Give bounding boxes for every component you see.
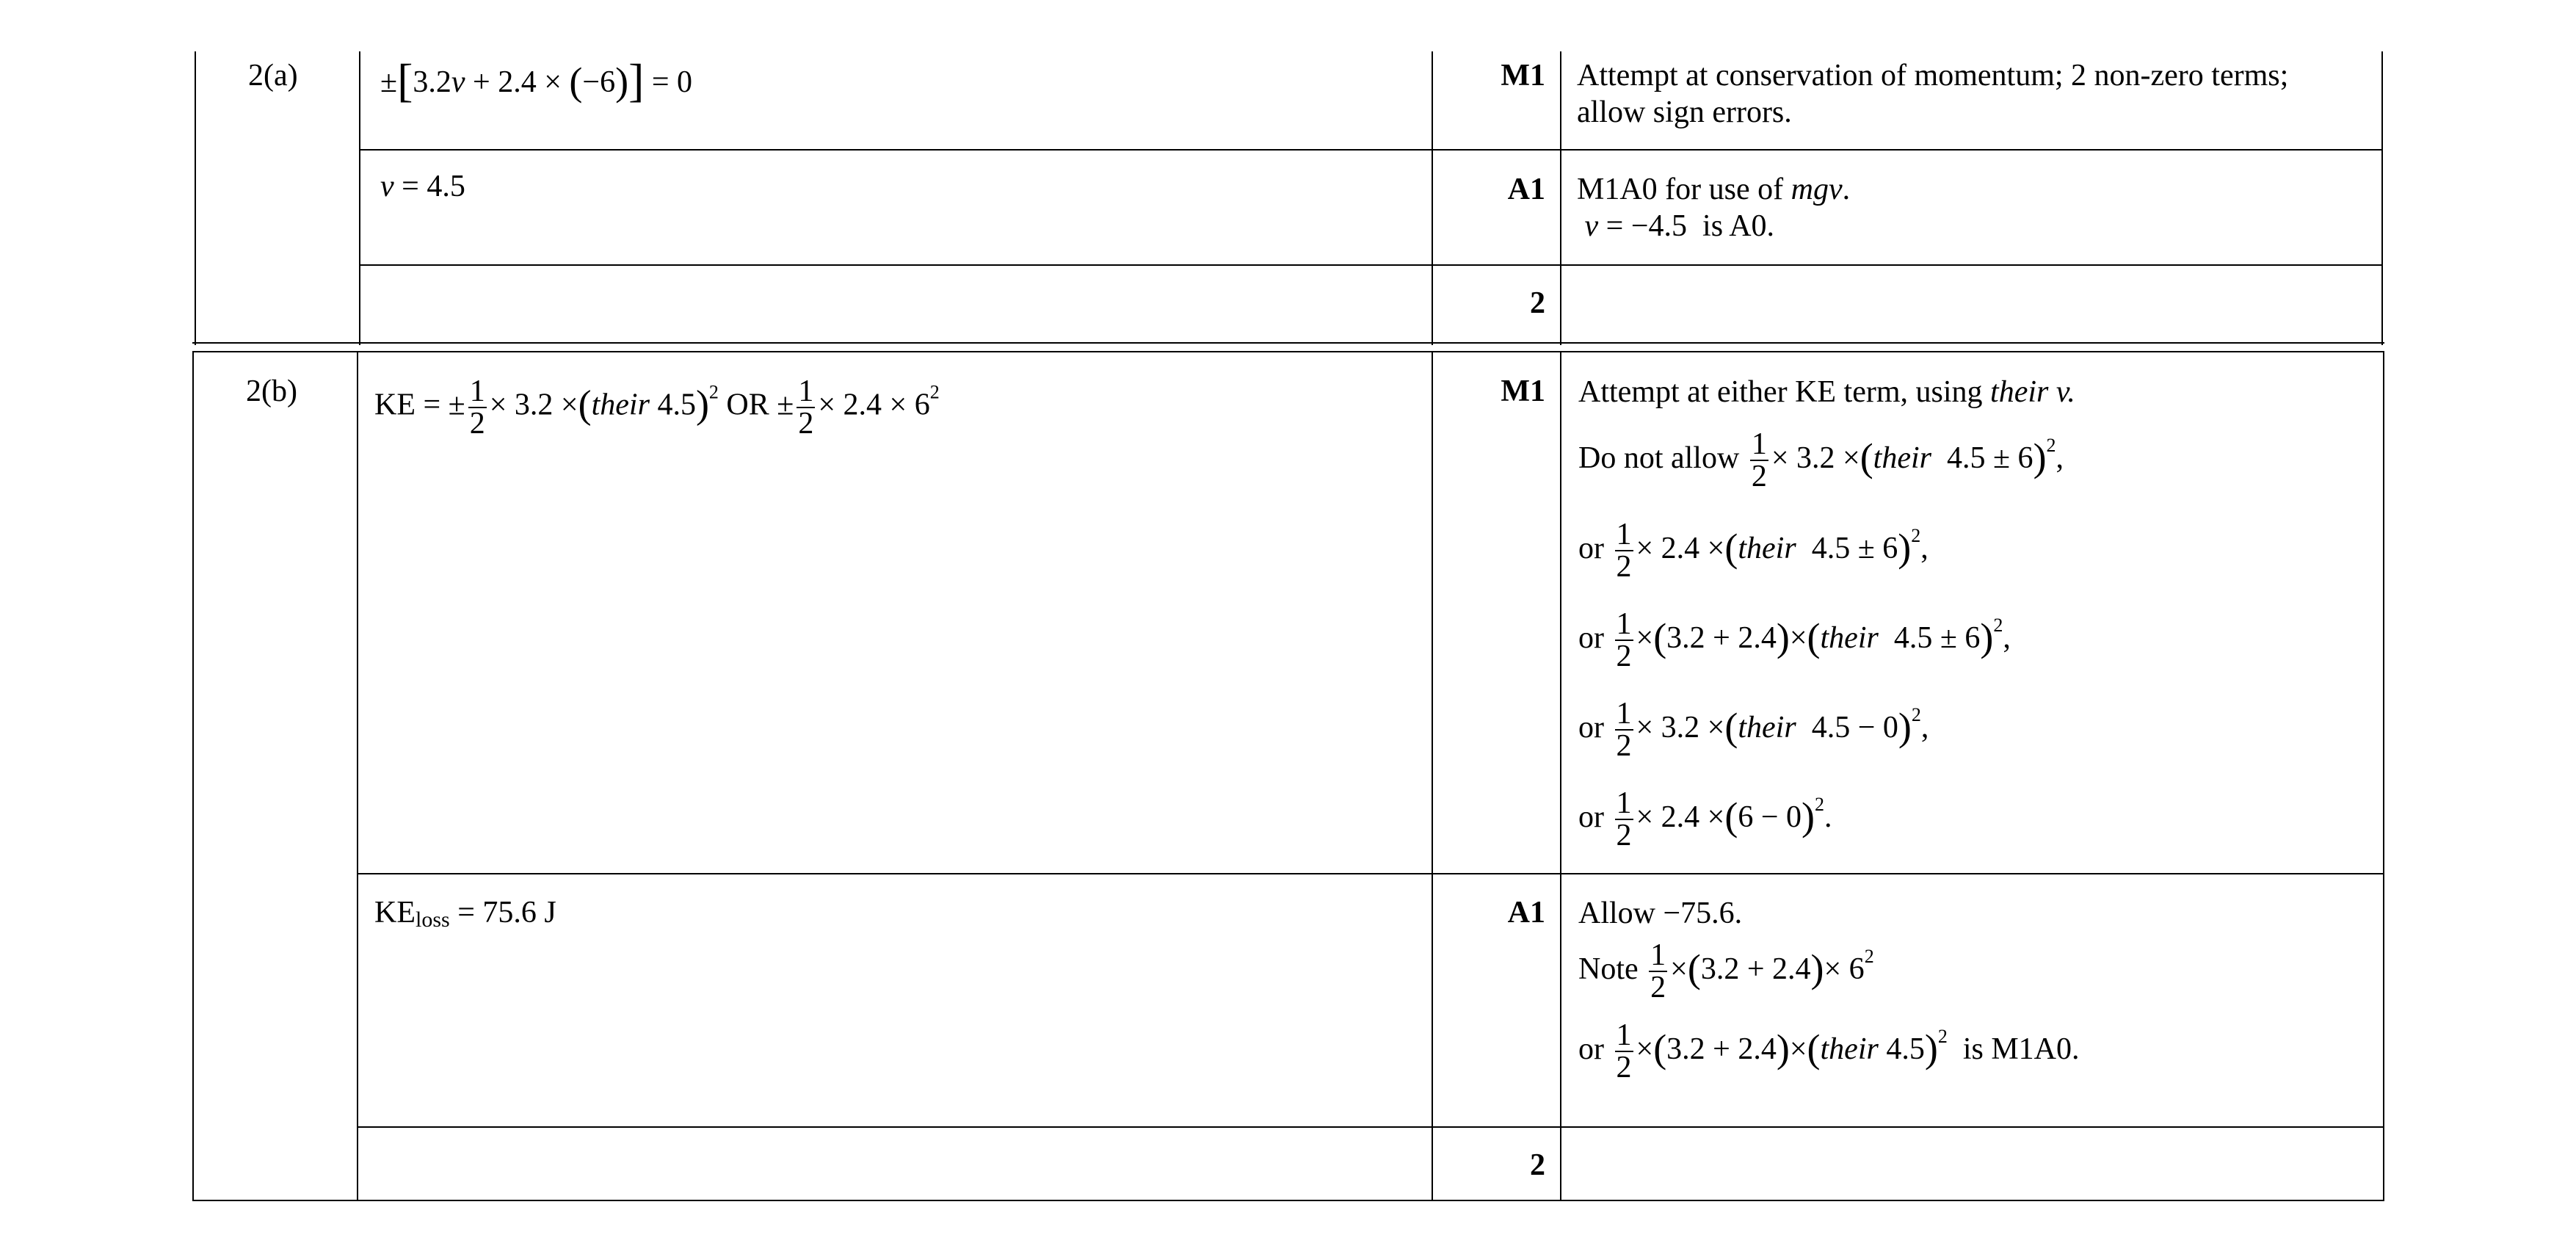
guidance-line: Do not allow $\frac{1}{2}$ × 3.2 ×(their 4.5 ± 6)$^2$, <box>1578 427 2064 494</box>
mark-m1-2b: M1 <box>1501 374 1545 408</box>
border-q2b-left <box>192 351 194 1201</box>
fraction-half: $\frac{1}{2}$ <box>798 374 814 441</box>
fraction-half: $\frac{1}{2}$ <box>469 374 485 441</box>
guidance-2a-row1: Attempt at conservation of momentum; 2 non-zero terms; allow sign errors. <box>1577 59 2289 130</box>
guidance-line: Allow −75.6. <box>1578 896 1743 930</box>
border-q2b-top <box>192 351 2384 352</box>
mark-a1-2b: A1 <box>1507 896 1545 930</box>
border-q2a-right <box>2381 51 2383 345</box>
guidance-line: or $\frac{1}{2}$ × 2.4 ×(their 4.5 ± 6)$^2$, <box>1578 518 1929 584</box>
guidance-line: or $\frac{1}{2}$ × $2.4 \times(6 - 0)^2$. <box>1578 786 1832 853</box>
border-q2b-right <box>2383 351 2384 1201</box>
divider-q2a-row1 <box>359 149 2383 151</box>
working-ke-loss: $KE_{loss} = 75.6$ J <box>374 896 556 932</box>
border-q2a-col2 <box>1432 51 1433 345</box>
border-q2a-col3 <box>1560 51 1561 345</box>
guidance-line: or $\frac{1}{2}$ ×(3.2 + 2.4)×(their 4.5)$^2$ is M1A0. <box>1578 1018 2080 1085</box>
guidance-line: or $\frac{1}{2}$ × 3.2 ×(their 4.5 − 0)$^2$, <box>1578 697 1929 764</box>
mark-m1-2a: M1 <box>1501 59 1545 93</box>
divider-q2b-row2 <box>357 1126 2384 1128</box>
divider-q2b-row1 <box>357 873 2384 874</box>
working-momentum-equation: ±[3.2v + 2.4 × (−6)] = 0 <box>380 54 693 106</box>
working-velocity: v = 4.5 <box>380 170 465 203</box>
border-q2a-left <box>195 51 196 345</box>
working-ke-terms: KE = ± $\frac{1}{2}$ × 3.2 ×(their 4.5)$^2$ OR ± $\frac{1}{2}$ × $2.4 \times 6^2$ <box>374 374 940 441</box>
mark-a1-2a: A1 <box>1507 173 1545 206</box>
border-q2a-bottom <box>192 342 2384 344</box>
border-q2b-col3 <box>1560 351 1561 1201</box>
border-q2b-bottom <box>192 1200 2384 1201</box>
border-q2b-col2 <box>1432 351 1433 1201</box>
guidance-line: or $\frac{1}{2}$ ×(3.2 + 2.4)×(their 4.5 ± 6)$^2$, <box>1578 607 2011 674</box>
question-label-2a: 2(a) <box>248 59 298 93</box>
total-2a: 2 <box>1530 286 1545 320</box>
guidance-line: Note $\frac{1}{2}$ $\times(3.2 + 2.4)\times 6^2$ <box>1578 938 1874 1005</box>
guidance-2b-row1 <box>1578 372 2075 862</box>
border-q2a-col1 <box>359 51 360 345</box>
total-2b: 2 <box>1530 1148 1545 1182</box>
divider-q2a-row2 <box>359 264 2383 266</box>
guidance-2b-row2 <box>1578 893 2080 1094</box>
border-q2b-col1 <box>357 351 358 1201</box>
guidance-2a-row2: M1A0 for use of mgv. v = −4.5 is A0. <box>1577 173 1851 244</box>
guidance-line: Attempt at either KE term, using their v. <box>1578 375 2075 409</box>
question-label-2b: 2(b) <box>246 374 297 408</box>
